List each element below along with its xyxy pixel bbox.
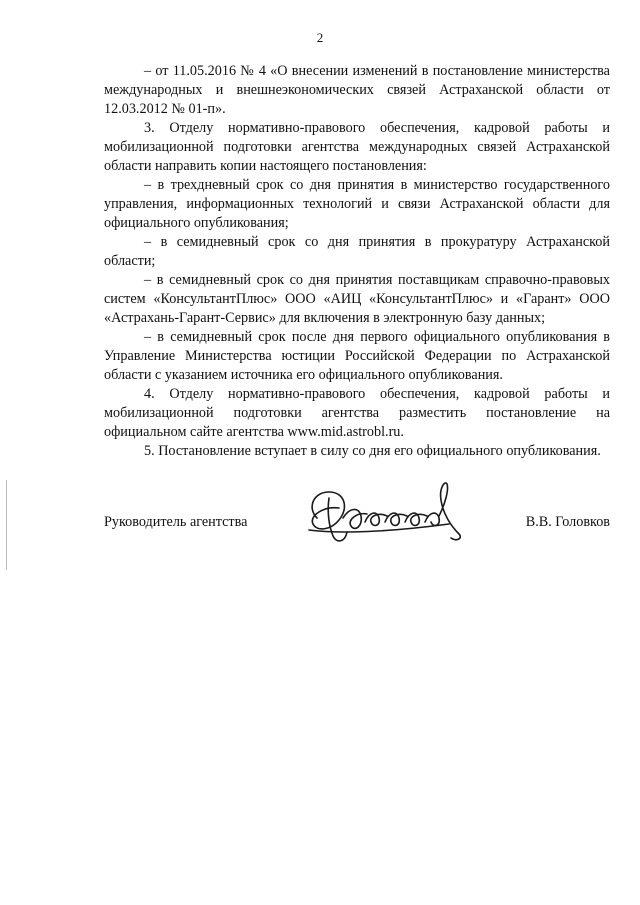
document-body: [104, 62, 610, 461]
signatory-title: Руководитель агентства: [104, 514, 248, 530]
paragraph-amendment-item: – от 11.05.2016 № 4 «О внесении изменений в постановление министерства международных и внешнеэкономических связей Астраханской области от 12.03.2012 № 01-п».: [104, 63, 610, 117]
paragraph-item-4: 4. Отделу нормативно-правового обеспечения, кадровой работы и мобилизационной подготовки агентства разместить постановление на официальном сайте агентства www.mid.astrobl.ru.: [104, 386, 610, 440]
signatory-name: В.В. Головков: [525, 514, 610, 530]
paragraph-subitem-prosecutor: – в семидневный срок со дня принятия в прокуратуру Астраханской области;: [104, 234, 610, 269]
signature-block: [104, 478, 610, 558]
paragraph-item-3: 3. Отделу нормативно-правового обеспечения, кадровой работы и мобилизационной подготовки агентства международных связей Астраханской области направить копии настоящего постановления:: [104, 120, 610, 174]
paragraph-subitem-legal-systems: – в семидневный срок со дня принятия поставщикам справочно-правовых систем «КонсультантПлюс» ООО «АИЦ «КонсультантПлюс» и «Гарант» ООО «Астрахань-Гарант-Сервис» для включения в электронную базу данных;: [104, 272, 610, 326]
paragraph-subitem-justice-ministry: – в семидневный срок после дня первого официального опубликования в Управление Министерства юстиции Российской Федерации по Астраханской области с указанием источника его официального опубликования.: [104, 329, 610, 383]
handwritten-signature: [299, 478, 479, 548]
scan-margin-mark: [6, 480, 7, 570]
paragraph-subitem-ministry: – в трехдневный срок со дня принятия в министерство государственного управления, информационных технологий и связи Астраханской области для официального опубликования;: [104, 177, 610, 231]
paragraph-item-5: 5. Постановление вступает в силу со дня его официального опубликования.: [144, 443, 601, 459]
page-number: 2: [316, 30, 324, 45]
